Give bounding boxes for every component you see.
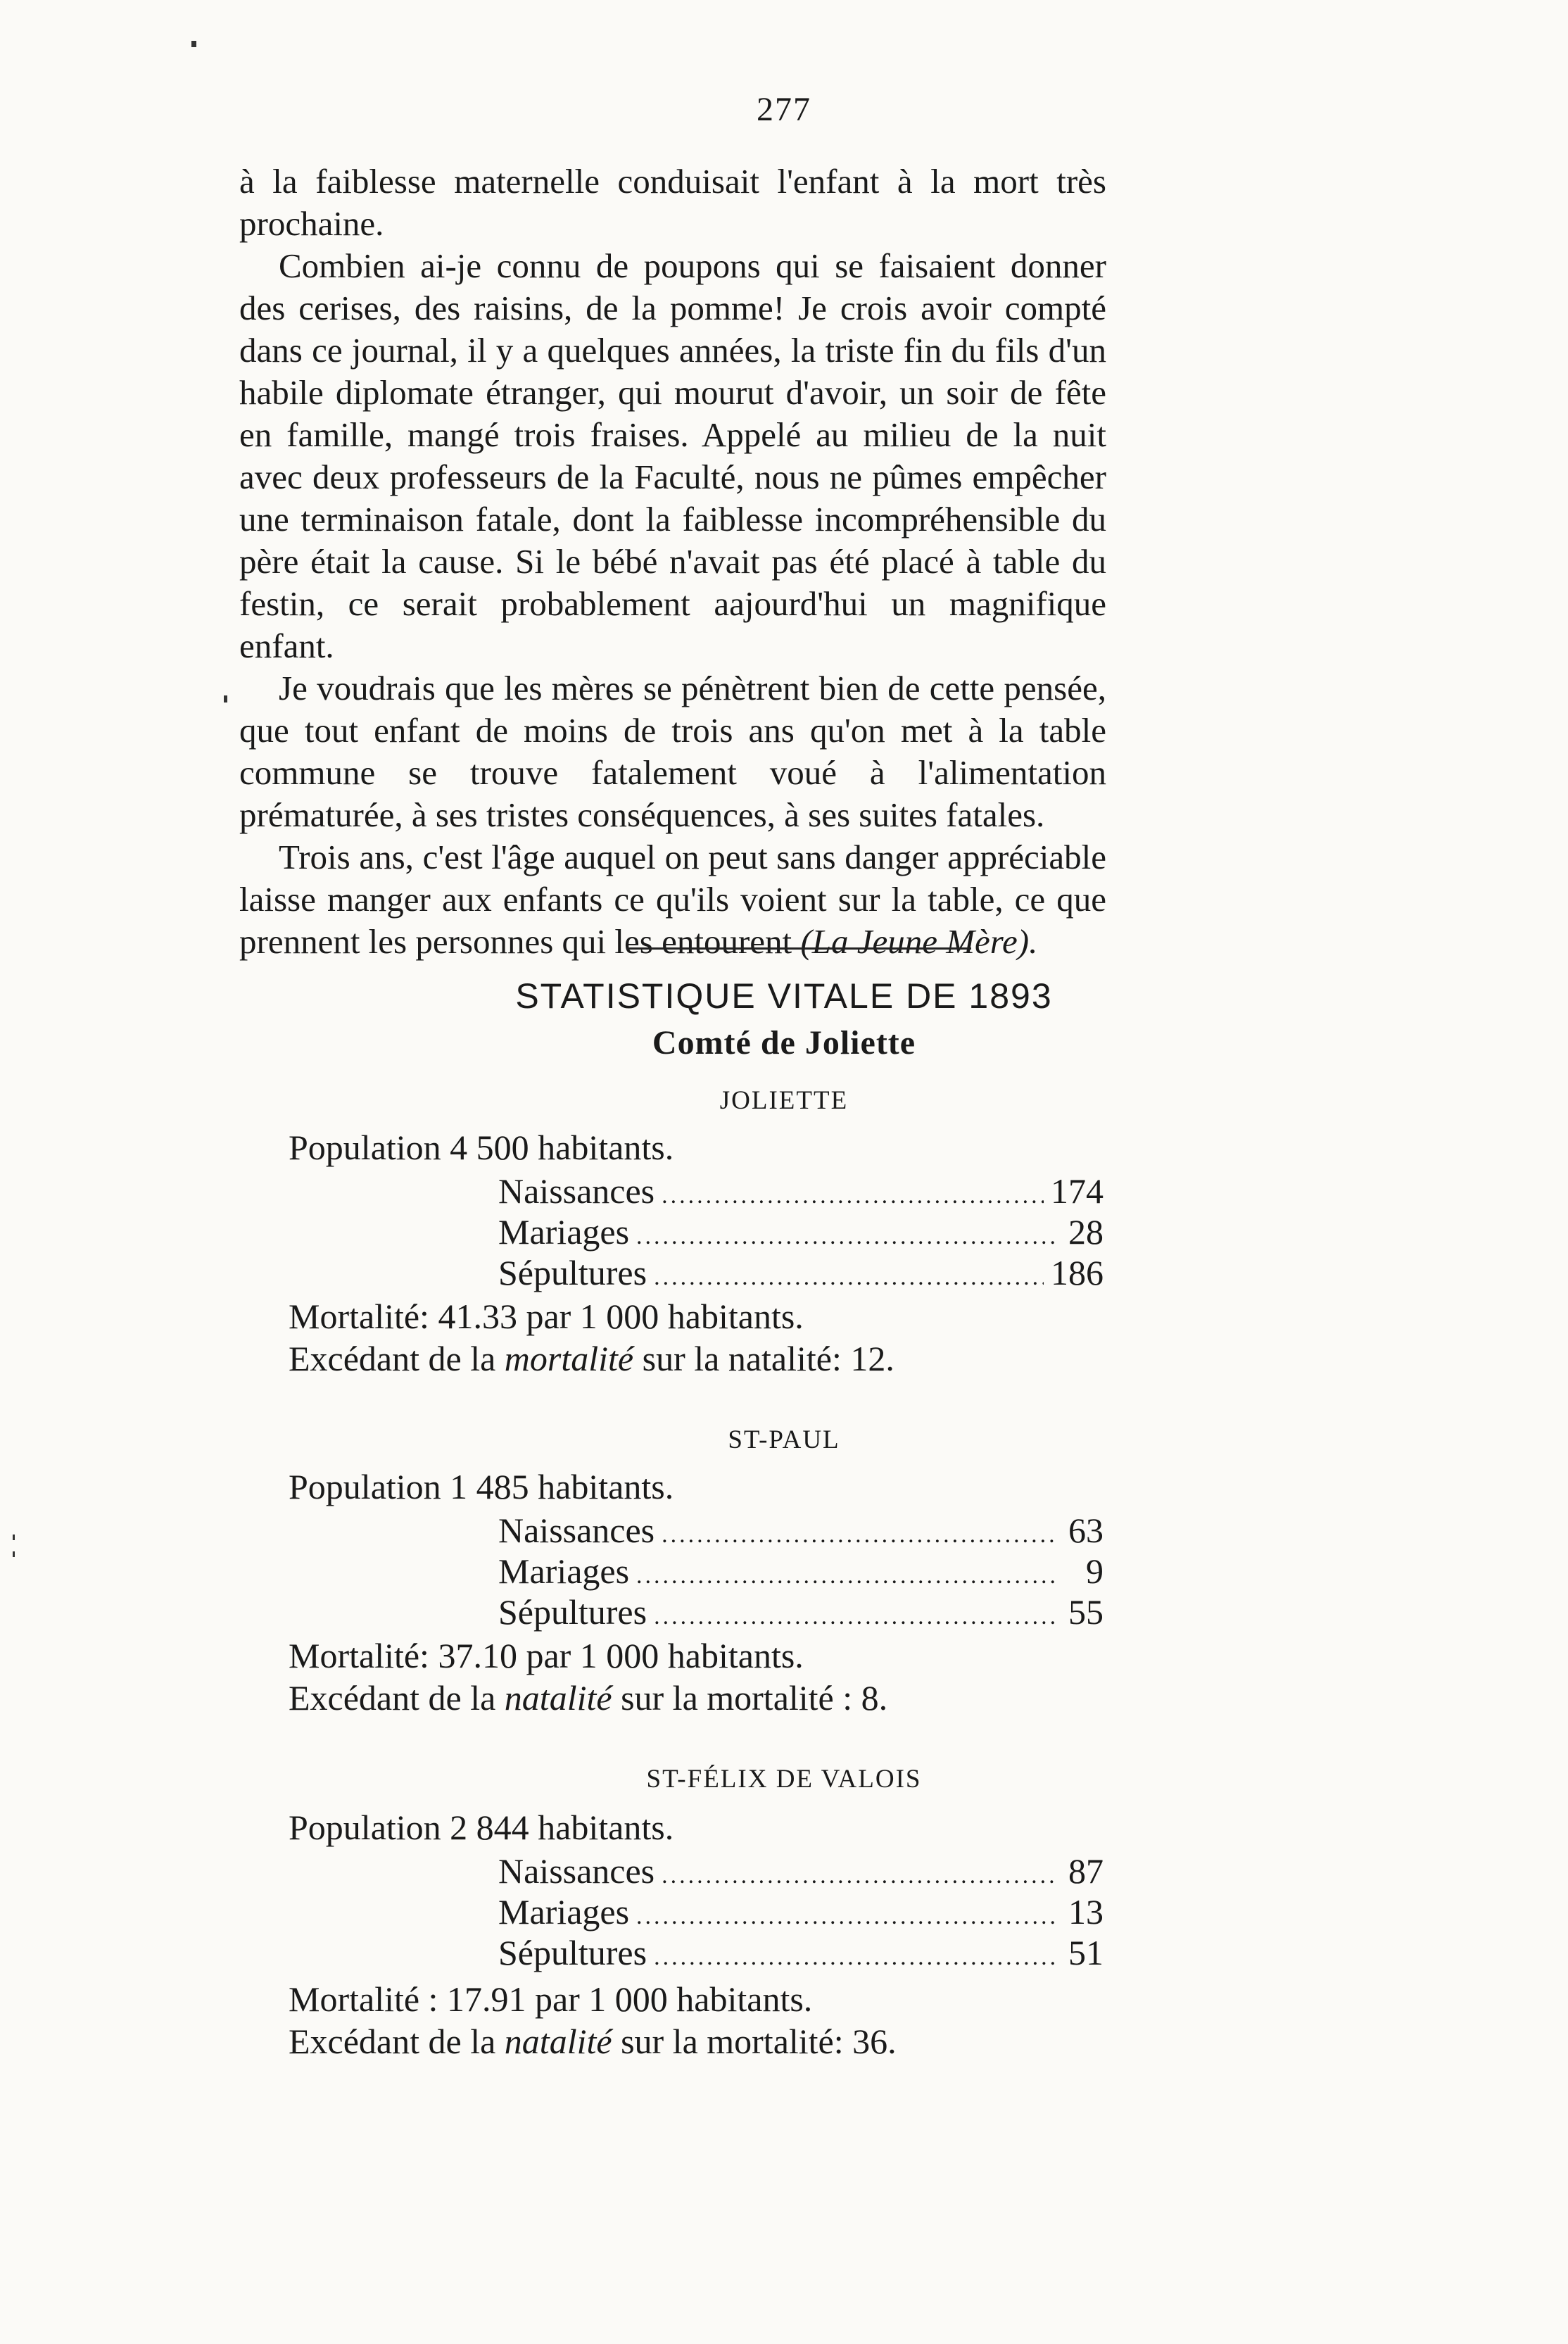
- population-line: Population 4 500 habitants.: [289, 1128, 674, 1167]
- page-number: 277: [757, 91, 811, 128]
- excess-prefix: Excédant de la: [289, 1339, 496, 1378]
- excess-term: natalité: [504, 1678, 612, 1718]
- statistics-title: STATISTIQUE VITALE DE 1893: [515, 976, 1053, 1016]
- stat-label: Naissances: [498, 1511, 655, 1550]
- stat-value: 186: [1051, 1253, 1104, 1292]
- paragraph-4: [239, 836, 1106, 963]
- excess-prefix: Excédant de la: [289, 2022, 496, 2061]
- scan-speck: [191, 41, 196, 47]
- section-divider: [626, 947, 971, 950]
- stat-row-mariages: [498, 1891, 1104, 1938]
- stat-label: Sépultures: [498, 1933, 647, 1972]
- leader-dots: [654, 1936, 1054, 1979]
- scan-speck: [224, 695, 227, 702]
- stat-row-sepultures: [498, 1932, 1104, 1979]
- stat-value: 13: [1068, 1892, 1104, 1932]
- stat-row-sepultures: [498, 1252, 1104, 1299]
- stat-row-mariages: [498, 1211, 1104, 1258]
- mortality-line: Mortalité: 41.33 par 1 000 habitants.: [289, 1297, 804, 1336]
- paragraph-3: Je voudrais que les mères se pénètrent bien de cette pensée, que tout enfant de moins de trois ans qu'on met à la table commune se trouve fatalement voué à l'alimentation prématurée, à ses tristes conséquences, à ses suites fatales.: [239, 669, 1106, 834]
- excess-term: natalité: [504, 2022, 612, 2061]
- stat-value: 87: [1068, 1851, 1104, 1891]
- section-title-joliette: JOLIETTE: [719, 1086, 849, 1115]
- excess-prefix: Excédant de la: [289, 1678, 496, 1718]
- citation: (La Jeune Mère).: [800, 922, 1038, 961]
- scan-speck: [13, 1551, 15, 1557]
- excess-line: [289, 1677, 887, 1719]
- stat-row-sepultures: [498, 1591, 1104, 1638]
- population-line: Population 1 485 habitants.: [289, 1467, 674, 1506]
- stat-label: Naissances: [498, 1171, 655, 1211]
- excess-line: [289, 2020, 897, 2062]
- excess-suffix: sur la natalité: 12.: [642, 1339, 894, 1378]
- stat-label: Mariages: [498, 1551, 630, 1591]
- stat-value: 51: [1068, 1933, 1104, 1972]
- stat-row-naissances: [498, 1509, 1104, 1556]
- leader-dots: [654, 1596, 1054, 1638]
- stat-label: Sépultures: [498, 1253, 647, 1292]
- mortality-line: Mortalité : 17.91 par 1 000 habitants.: [289, 1979, 813, 2019]
- mortality-line: Mortalité: 37.10 par 1 000 habitants.: [289, 1636, 804, 1675]
- stat-value: 28: [1068, 1212, 1104, 1252]
- stat-row-mariages: [498, 1550, 1104, 1597]
- stat-label: Mariages: [498, 1212, 630, 1252]
- excess-suffix: sur la mortalité: 36.: [621, 2022, 897, 2061]
- section-title-st-felix-de-valois: ST-FÉLIX DE VALOIS: [646, 1765, 922, 1794]
- excess-suffix: sur la mortalité : 8.: [621, 1678, 888, 1718]
- paragraph-4-text: Trois ans, c'est l'âge auquel on peut sans danger appréciable laisse manger aux enfants ce qu'ils voient sur la table, ce que prennent les personnes qui les entourent: [239, 838, 1106, 961]
- scan-speck: [13, 1535, 15, 1540]
- section-title-st-paul: ST-PAUL: [728, 1425, 840, 1454]
- paragraph-1: à la faiblesse maternelle conduisait l'enfant à la mort très prochaine.: [239, 162, 1106, 243]
- stat-value: 9: [1086, 1551, 1104, 1591]
- stat-value: 174: [1051, 1171, 1104, 1211]
- stat-value: 63: [1068, 1511, 1104, 1550]
- stat-value: 55: [1068, 1592, 1104, 1632]
- population-line: Population 2 844 habitants.: [289, 1808, 674, 1847]
- stat-row-naissances: [498, 1170, 1104, 1217]
- stat-label: Mariages: [498, 1892, 630, 1932]
- stat-label: Naissances: [498, 1851, 655, 1891]
- excess-line: [289, 1337, 894, 1380]
- stat-label: Sépultures: [498, 1592, 647, 1632]
- paragraph-2: Combien ai-je connu de poupons qui se faisaient donner des cerises, des raisins, de la pomme! Je crois avoir compté dans ce journal, il y a quelques années, la triste fin du fils d'un habile diplomate étranger, qui mourut d'avoir, un soir de fête en famille, mangé trois fraises. Appelé au milieu de la nuit avec deux professeurs de la Faculté, nous ne pûmes empêcher une terminaison fatale, dont la faiblesse incompréhensible du père était la cause. Si le bébé n'avait pas été placé à table du festin, ce serait probablement aajourd'hui un magnifique enfant.: [239, 246, 1106, 665]
- leader-dots: [654, 1256, 1044, 1299]
- body-text: [239, 160, 1106, 963]
- county-subtitle: Comté de Joliette: [652, 1024, 916, 1061]
- stat-row-naissances: [498, 1850, 1104, 1897]
- excess-term: mortalité: [504, 1339, 634, 1378]
